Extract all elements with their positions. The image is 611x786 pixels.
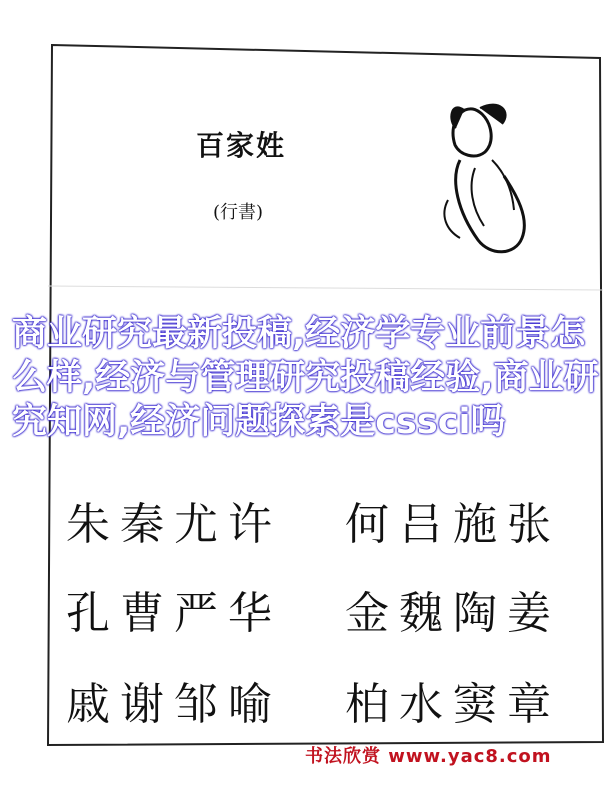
calligraphy-left-row-2: 孔曹严华 <box>66 588 282 639</box>
portrait-illustration <box>420 90 540 260</box>
book-subtitle: (行書) <box>213 202 264 223</box>
calligraphy-right-row-3: 柏水窦章 <box>345 679 561 730</box>
calligraphy-left-row-1: 朱秦尤许 <box>66 499 282 550</box>
calligraphy-right-row-1: 何吕施张 <box>345 499 561 550</box>
overlay-headline: 商业研究最新投稿,经济学专业前景怎么样,经济与管理研究投稿经验,商业研究知网,经济问题探索是cssci吗 <box>12 314 599 442</box>
calligraphy-left-row-3: 戚谢邹喻 <box>66 679 282 730</box>
book-title: 百家姓 <box>196 129 287 162</box>
calligraphy-right-row-2: 金魏陶姜 <box>345 588 561 639</box>
watermark-text: 书法欣赏 www.yac8.com <box>305 746 552 767</box>
